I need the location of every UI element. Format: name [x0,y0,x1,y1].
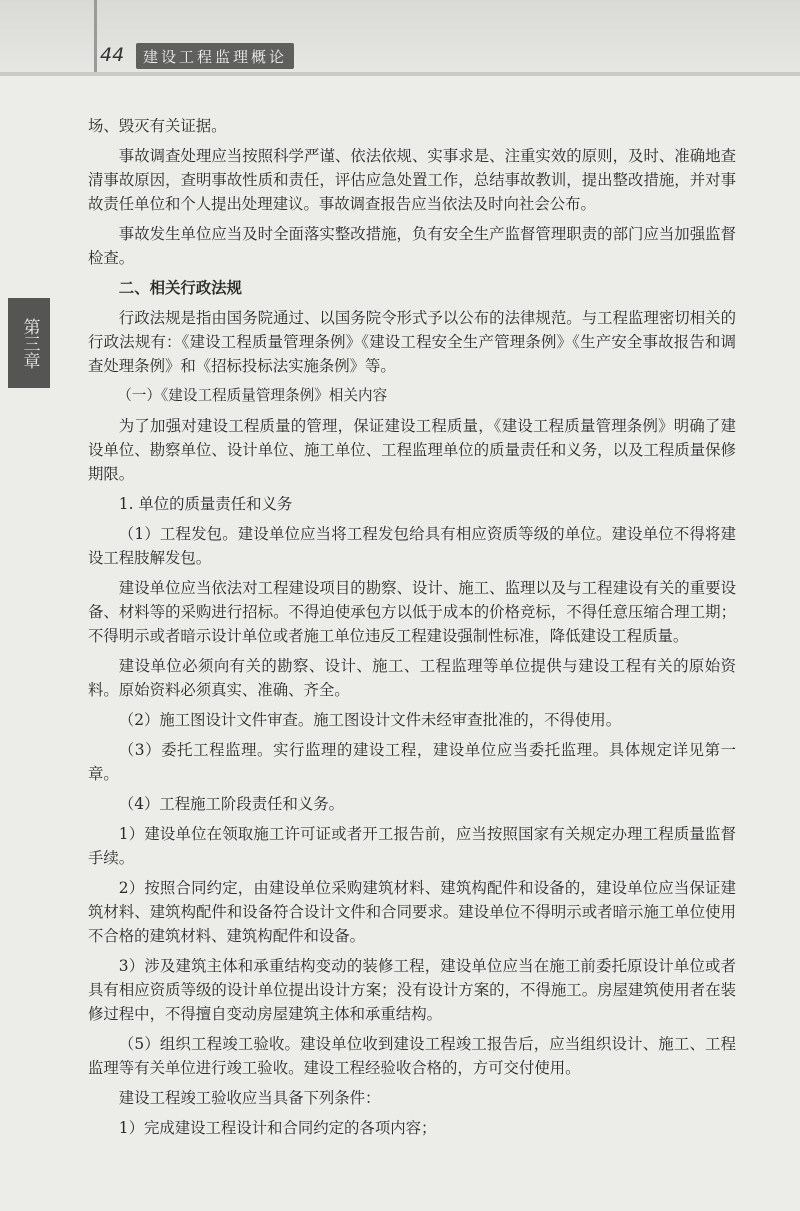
paragraph: 3）涉及建筑主体和承重结构变动的装修工程，建设单位应当在施工前委托原设计单位或者具有相应资质等级的设计单位提出设计方案；没有设计方案的，不得施工。房屋建筑使用者在装修过程中，不得擅自变动房屋建筑主体和承重结构。 [88,957,736,1023]
paragraph: 事故发生单位应当及时全面落实整改措施，负有安全生产监督管理职责的部门应当加强监督检查。 [88,225,736,267]
paragraph: 场、毁灭有关证据。 [88,117,227,135]
body-text [88,114,736,1146]
paragraph: （1）工程发包。建设单位应当将工程发包给具有相应资质等级的单位。建设单位不得将建设工程肢解发包。 [88,525,736,567]
header-rule [0,72,800,76]
paragraph: 建设单位应当依法对工程建设项目的勘察、设计、施工、监理以及与工程建设有关的重要设备、材料等的采购进行招标。不得迫使承包方以低于成本的价格竞标，不得任意压缩合理工期；不得明示或者暗示设计单位或者施工单位违反工程建设强制性标准，降低建设工程质量。 [88,579,736,645]
item-heading: 1. 单位的质量责任和义务 [118,495,293,513]
paragraph: 为了加强对建设工程质量的管理，保证建设工程质量，《建设工程质量管理条例》明确了建设单位、勘察单位、设计单位、施工单位、工程监理单位的质量责任和义务，以及工程质量保修期限。 [88,417,736,483]
paragraph: 建设工程竣工验收应当具备下列条件： [118,1089,381,1107]
paragraph: （5）组织工程竣工验收。建设单位收到建设工程竣工报告后，应当组织设计、施工、工程监理等有关单位进行竣工验收。建设工程经验收合格的，方可交付使用。 [88,1035,736,1077]
page-number: 44 [100,44,125,66]
paragraph: 1）完成建设工程设计和合同约定的各项内容； [118,1119,437,1137]
section-heading: 二、相关行政法规 [118,279,242,297]
paragraph: 行政法规是指由国务院通过、以国务院令形式予以公布的法律规范。与工程监理密切相关的行政法规有：《建设工程质量管理条例》《建设工程安全生产管理条例》《生产安全事故报告和调查处理条例》和《招标投标法实施条例》等。 [88,309,736,375]
paragraph: （2）施工图设计文件审查。施工图设计文件未经审查批准的，不得使用。 [118,711,622,729]
paragraph: 1）建设单位在领取施工许可证或者开工报告前，应当按照国家有关规定办理工程质量监督手续。 [88,825,736,867]
paragraph: 事故调查处理应当按照科学严谨、依法依规、实事求是、注重实效的原则，及时、准确地查清事故原因，查明事故性质和责任，评估应急处置工作，总结事故教训，提出整改措施，并对事故责任单位和个人提出处理建议。事故调查报告应当依法及时向社会公布。 [88,147,736,213]
paragraph: （3）委托工程监理。实行监理的建设工程，建设单位应当委托监理。具体规定详见第一章。 [88,741,736,783]
chapter-tab: 第三章 [8,298,50,388]
running-title: 建设工程监理概论 [136,43,294,69]
paragraph: 2）按照合同约定，由建设单位采购建筑材料、建筑构配件和设备的，建设单位应当保证建筑材料、建筑构配件和设备符合设计文件和合同要求。建设单位不得明示或者暗示施工单位使用不合格的建筑材料、建筑构配件和设备。 [88,879,736,945]
header-divider [94,0,97,72]
paragraph: （4）工程施工阶段责任和义务。 [118,795,345,813]
paragraph: 建设单位必须向有关的勘察、设计、施工、工程监理等单位提供与建设工程有关的原始资料。原始资料必须真实、准确、齐全。 [88,657,736,699]
subsection-heading: （一）《建设工程质量管理条例》相关内容 [117,387,388,404]
